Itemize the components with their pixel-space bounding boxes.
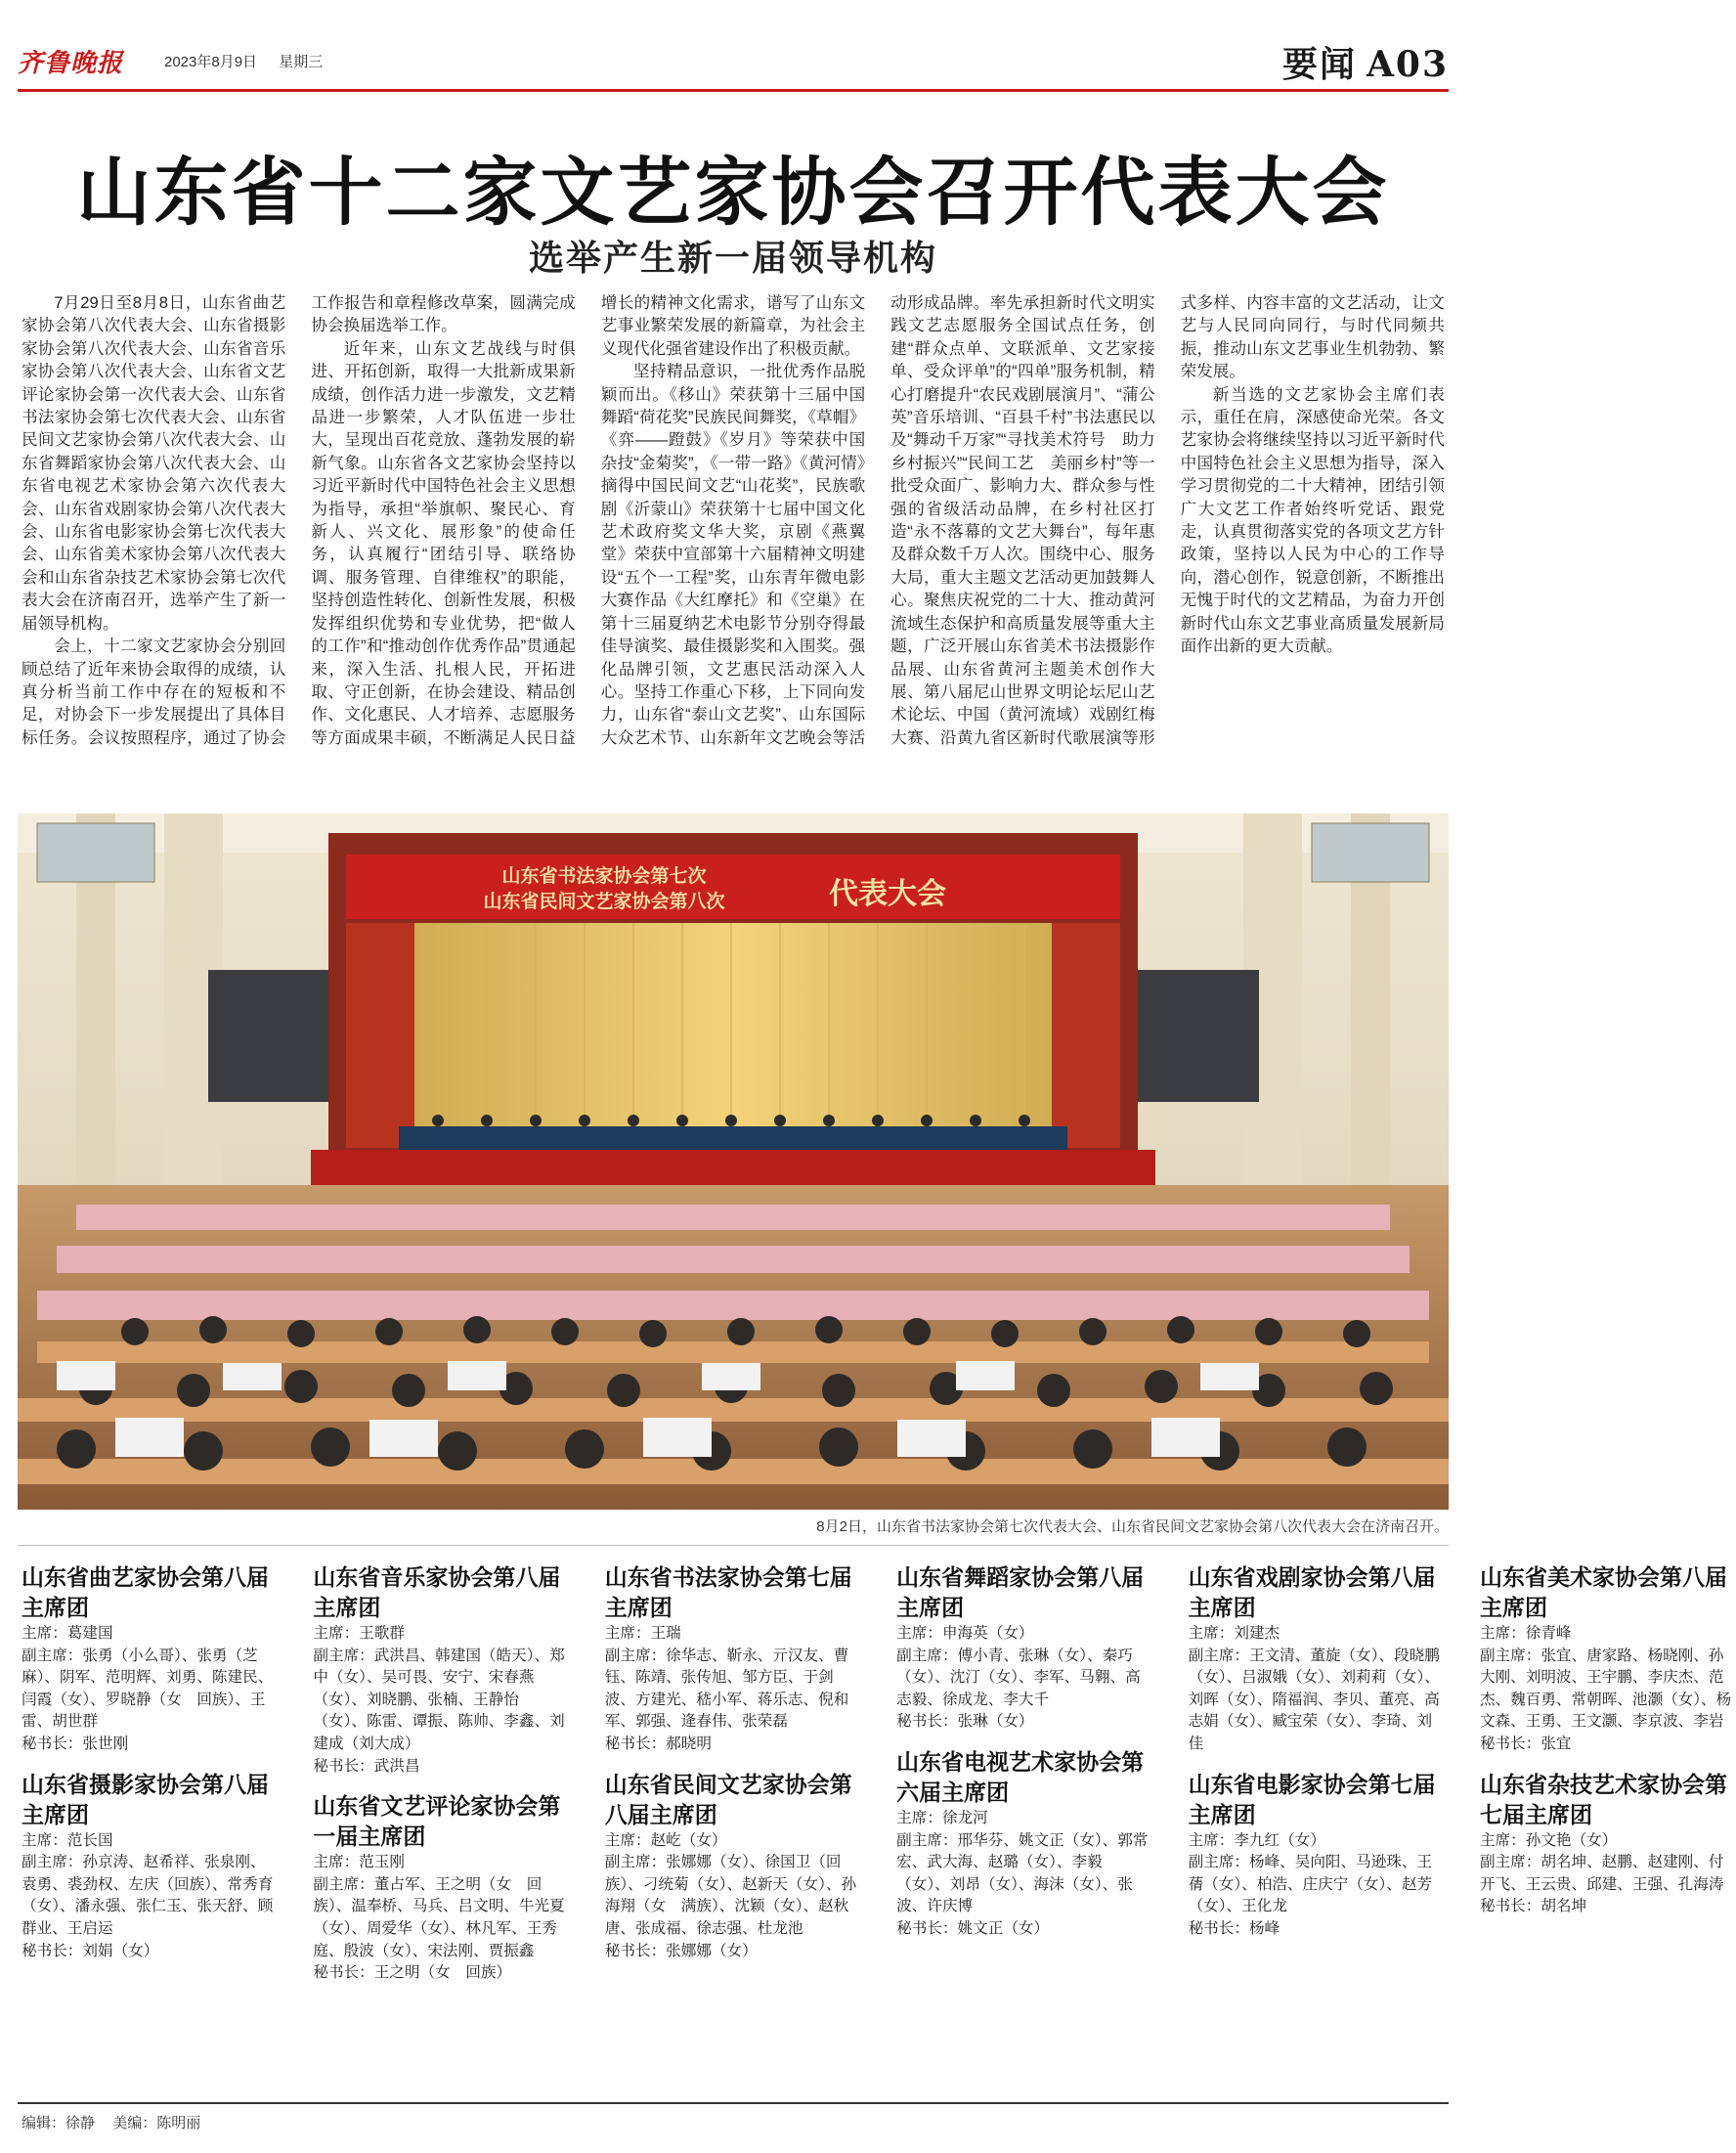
page-number: A03	[1366, 44, 1449, 85]
association-roster	[605, 1562, 861, 1756]
banner-title: 代表大会	[829, 877, 946, 911]
editor-credit: 编辑：徐静	[22, 2115, 96, 2131]
roster-line: 秘书长：刘娟（女）	[22, 1942, 159, 1959]
banner-line-1: 山东省书法家协会第七次	[501, 865, 707, 887]
roster-line: 主席：孙文艳（女）	[1479, 1831, 1618, 1849]
roster-line: 主席：范玉刚	[313, 1854, 405, 1871]
roster-line: 副主席：董占军、王之明（女 回族）、温奉桥、马兵、吕文明、牛光夏（女）、周爱华（女）、林凡军、王秀庭、殷波（女）、宋法刚、贾振鑫	[313, 1875, 565, 1959]
association-name: 山东省文艺评论家协会第一届主席团	[313, 1793, 561, 1851]
headline: 山东省十二家文艺家协会召开代表大会	[76, 149, 1390, 236]
roster-line: 主席：王歌群	[313, 1625, 405, 1642]
association-roster	[1480, 1562, 1736, 1756]
roster-line: 秘书长：姚文正（女）	[896, 1919, 1050, 1937]
roster-line: 副主席：王文清、董旋（女）、段晓鹏（女）、吕淑娥（女）、刘莉莉（女）、刘晖（女）、隋福润、李贝、董亮、高志娟（女）、臧宝荣（女）、李琦、刘佳	[1188, 1647, 1440, 1752]
section-label	[1282, 37, 1449, 87]
roster-line: 副主席：张勇（小么哥）、张勇（芝麻）、阴军、范明辉、刘勇、陈建民、闫霞（女）、罗晓静（女 回族）、王雷、胡世群	[22, 1647, 274, 1731]
roster-line: 秘书长：郝晓明	[604, 1735, 712, 1752]
association-name: 山东省戏剧家协会第八届主席团	[1188, 1564, 1436, 1621]
association-roster	[22, 1770, 278, 1963]
association-name: 山东省书法家协会第七届主席团	[604, 1564, 852, 1621]
masthead	[18, 37, 1449, 92]
page-footer	[22, 2112, 214, 2132]
roster-line: 副主席：张娜娜（女）、徐国卫（回族）、刁统菊（女）、赵新天（女）、孙海翔（女 满族）、沈颖（女）、赵秋唐、张成福、徐志强、杜龙池	[604, 1854, 857, 1937]
association-roster	[313, 1562, 569, 1778]
association-name: 山东省电视艺术家协会第六届主席团	[896, 1748, 1145, 1806]
conference-hall-illustration	[18, 813, 1449, 1510]
article-paragraph: 坚持精品意识，一批优秀作品脱颖而出。《移山》荣获第十三届中国舞蹈“荷花奖”民族民间舞奖，《草帽》《弈——蹬鼓》《岁月》等荣获中国杂技“金菊奖”，《一带一路》《黄河情》摘得中国民间文艺“山花奖”，民族歌剧《沂蒙山》荣获第十七届中国文化艺术政府奖文华大奖，京剧《燕翼堂》荣获中宣部第十六届精神文明建设“五个一工程”奖，山东青年微电影大赛作品《大红摩托》和《空巢》在第十三届夏纳艺术电影节分别夺得最佳导演奖、最佳摄影奖和入围奖。强化品牌引领，文艺惠民活动深入人心。坚持工作重心下移，上下同向发力，山东省“泰山文艺奖”、山东国际大众艺术节、山东新年文艺晚会等活动形成品牌。率先承担新时代文明实践文艺志愿服务全国试点任务，创建“群众点单、文联派单、文艺家接单、受众评单”的“四单”服务机制，精心打磨提升“农民戏剧展演月”、“蒲公英”音乐培训、“百县千村”书法惠民以及“舞动千万家”“寻找美术符号 助力乡村振兴”“民间工艺 美丽乡村”等一批受众面广、影响力大、群众参与性强的省级活动品牌，在乡村社区打造“永不落幕的文艺大舞台”，每年惠及群众数千万人次。围绕中心、服务大局，重大主题文艺活动更加鼓舞人心。聚焦庆祝党的二十大、推动黄河流域生态保护和高质量发展等重大主题，广泛开展山东省美术书法摄影作品展、山东省黄河主题美术创作大展、第八届尼山世界文明论坛尼山艺术论坛、中国（黄河流域）戏剧红梅大赛、沿黄九省区新时代歌展演等形式多样、内容丰富的文艺活动，让文艺与人民同向同行，与时代同频共振，推动山东文艺事业生机勃勃、繁荣发展。	[600, 293, 1445, 747]
roster-line: 主席：赵屹（女）	[604, 1831, 727, 1849]
article-paragraph: 7月29日至8月8日，山东省曲艺家协会第八次代表大会、山东省摄影家协会第八次代表大会、山东省音乐家协会第八次代表大会、山东省文艺评论家协会第一次代表大会、山东省书法家协会第七次代表大会、山东省民间文艺家协会第八次代表大会、山东省舞蹈家协会第八次代表大会、山东省电视艺术家协会第六次代表大会、山东省戏剧家协会第八次代表大会、山东省电影家协会第七次代表大会、山东省美术家协会第八次代表大会和山东省杂技艺术家协会第七次代表大会在济南召开，选举产生了新一届领导机构。	[22, 293, 286, 633]
roster-line: 主席：徐龙河	[896, 1809, 988, 1826]
roster-line: 秘书长：张娜娜（女）	[604, 1942, 758, 1959]
roster-line: 秘书长：张宜	[1479, 1735, 1572, 1752]
association-name: 山东省音乐家协会第八届主席团	[313, 1564, 561, 1621]
roster-line: 主席：王瑞	[604, 1625, 681, 1642]
conference-photo	[18, 813, 1449, 1510]
association-name: 山东省舞蹈家协会第八届主席团	[896, 1564, 1145, 1621]
association-roster	[896, 1747, 1152, 1941]
roster-line: 副主席：武洪昌、韩建国（皓天）、郑中（女）、吴可畏、安宁、宋春燕（女）、刘晓鹏、张楠、王静怡（女）、陈雷、谭振、陈帅、李鑫、刘建成（刘大成）	[313, 1647, 565, 1752]
roster-line: 秘书长：张琳（女）	[896, 1713, 1034, 1731]
article-paragraph: 会上，十二家文艺家协会分别回顾总结了近年来协会取得的成绩，认真分析当前工作中存在的短板和不足，对协会下一步发展提出了具体目标任务。会议按照程序，通过了协会工作报告和章程修改草案，圆满完成协会换届选举工作。	[22, 293, 576, 747]
issue-date: 2023年8月9日	[164, 54, 258, 70]
association-name: 山东省美术家协会第八届主席团	[1479, 1564, 1727, 1621]
roster-line: 主席：葛建国	[22, 1625, 113, 1642]
roster-line: 副主席：孙京涛、赵希祥、张泉刚、袁勇、裘劲权、左庆（回族）、常秀育（女）、潘永强、张仁玉、张天舒、顾群业、王启运	[22, 1854, 274, 1937]
roster-line: 主席：李九红（女）	[1188, 1831, 1325, 1849]
designer-credit: 美编：陈明丽	[112, 2115, 201, 2131]
roster-line: 秘书长：武洪昌	[313, 1757, 420, 1775]
roster-line: 秘书长：张世刚	[22, 1735, 129, 1752]
association-roster	[1480, 1770, 1736, 1918]
roster-line: 主席：刘建杰	[1188, 1625, 1280, 1642]
roster-line: 副主席：徐华志、靳永、亓汉友、曹钰、陈靖、张传旭、邹方臣、于剑波、方建光、嵇小军、蒋乐志、倪和军、郭强、逄春伟、张荣磊	[604, 1647, 849, 1731]
dateline	[164, 51, 340, 71]
roster-line: 副主席：傅小青、张琳（女）、秦巧（女）、沈汀（女）、李军、马翱、高志毅、徐成龙、李大千	[896, 1647, 1141, 1708]
footer-divider	[18, 2102, 1449, 2104]
section-divider	[18, 1545, 1449, 1546]
article-body	[22, 291, 1445, 800]
subheadline: 选举产生新一届领导机构	[528, 238, 937, 279]
newspaper-logo: 齐鲁晚报	[18, 49, 124, 78]
banner-line-2: 山东省民间文艺家协会第八次	[483, 891, 725, 912]
association-rosters	[22, 1562, 1732, 2090]
roster-line: 主席：申海英（女）	[896, 1625, 1034, 1642]
association-name: 山东省电影家协会第七届主席团	[1188, 1771, 1436, 1828]
photo-caption: 8月2日，山东省书法家协会第七次代表大会、山东省民间文艺家协会第八次代表大会在济南召开。	[816, 1518, 1449, 1535]
roster-line: 副主席：张宜、唐家路、杨晓刚、孙大刚、刘明波、王宇鹏、李庆杰、范杰、魏百勇、常朝晖、池灏（女）、杨文森、王勇、王文灏、李京波、李岩	[1479, 1647, 1732, 1731]
roster-line: 主席：徐青峰	[1479, 1625, 1572, 1642]
association-roster	[605, 1770, 861, 1963]
roster-line: 秘书长：胡名坤	[1479, 1898, 1587, 1915]
issue-weekday: 星期三	[279, 54, 324, 70]
roster-line: 副主席：杨峰、吴向阳、马逊珠、王蒨（女）、柏浩、庄庆宁（女）、赵芳（女）、王化龙	[1188, 1854, 1433, 1915]
article-paragraph: 新当选的文艺家协会主席们表示，重任在肩，深感使命光荣。各文艺家协会将继续坚持以习近平新时代中国特色社会主义思想为指导，深入学习贯彻党的二十大精神，团结引领广大文艺工作者始终听党话、跟党走，认真贯彻落实党的各项文艺方针政策，坚持以人民为中心的工作导向，潜心创作，锐意创新，不断推出无愧于时代的文艺精品，为奋力开创新时代山东文艺事业高质量发展新局面作出新的更大贡献。	[1180, 384, 1445, 656]
roster-line: 副主席：胡名坤、赵鹏、赵建刚、付开飞、王云贵、邱建、王强、孔海涛	[1479, 1854, 1724, 1893]
association-roster	[1189, 1562, 1445, 1756]
association-name: 山东省杂技艺术家协会第七届主席团	[1479, 1771, 1727, 1828]
association-roster	[1189, 1770, 1445, 1941]
roster-line: 主席：范长国	[22, 1831, 113, 1849]
association-roster	[313, 1791, 569, 1985]
section-name: 要闻	[1281, 44, 1357, 85]
roster-line: 秘书长：王之明（女 回族）	[313, 1964, 512, 1982]
article-paragraph: 近年来，山东文艺战线与时俱进、开拓创新，取得一大批新成果新成绩，创作活力进一步激发，文艺精品进一步繁荣，人才队伍进一步壮大，呈现出百花竞放、蓬勃发展的崭新气象。山东省各文艺家协会坚持以习近平新时代中国特色社会主义思想为指导，承担“举旗帜、聚民心、育新人、兴文化、展形象”的使命任务，认真履行“团结引导、联络协调、服务管理、自律维权”的职能，坚持创造性转化、创新性发展，积极发挥组织优势和专业优势，把“做人的工作”和“推动创作优秀作品”贯通起来，深入生活、扎根人民，开拓进取、守正创新，在协会建设、精品创作、文化惠民、人才培养、志愿服务等方面成果丰硕，不断满足人民日益增长的精神文化需求，谱写了山东文艺事业繁荣发展的新篇章，为社会主义现代化强省建设作出了积极贡献。	[311, 293, 866, 747]
roster-line: 秘书长：杨峰	[1188, 1919, 1280, 1937]
association-name: 山东省曲艺家协会第八届主席团	[22, 1564, 269, 1621]
association-name: 山东省摄影家协会第八届主席团	[22, 1771, 269, 1828]
association-name: 山东省民间文艺家协会第八届主席团	[604, 1771, 852, 1828]
roster-line: 副主席：邢华芬、姚文正（女）、郭常宏、武大海、赵璐（女）、李毅（女）、刘昂（女）、海沫（女）、张波、许庆博	[896, 1831, 1149, 1915]
association-roster	[896, 1562, 1152, 1734]
association-roster	[22, 1562, 278, 1756]
